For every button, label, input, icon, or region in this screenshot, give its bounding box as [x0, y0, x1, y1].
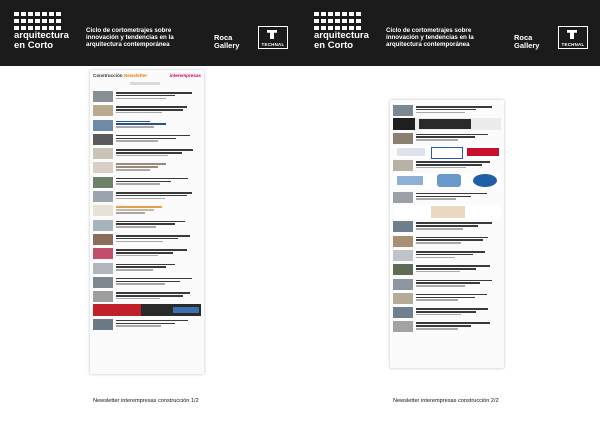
list-item — [393, 104, 501, 117]
item-thumbnail — [93, 263, 113, 274]
list-item — [393, 292, 501, 305]
newsletter-date-bar — [130, 82, 160, 85]
list-item — [393, 132, 501, 145]
item-thumbnail — [93, 205, 113, 216]
item-thumbnail — [93, 191, 113, 202]
technal-icon — [267, 30, 277, 39]
item-thumbnail — [93, 177, 113, 188]
logo-title — [314, 31, 369, 50]
list-item — [93, 204, 201, 217]
list-item — [93, 161, 201, 174]
arquitectura-en-corto-logo-grid — [14, 12, 62, 31]
item-thumbnail — [93, 148, 113, 159]
tagline: Ciclo de cortometrajes sobre innovación y tendencias en la arquitectura contemporánea — [386, 27, 474, 48]
gallery-line: Gallery — [214, 41, 240, 50]
list-item — [393, 249, 501, 262]
list-item — [93, 133, 201, 146]
list-item — [93, 262, 201, 275]
ad-banner — [393, 118, 501, 130]
item-thumbnail — [93, 277, 113, 288]
ad-banner — [393, 205, 501, 219]
item-thumbnail — [93, 120, 113, 131]
item-thumbnail — [93, 234, 113, 245]
item-thumbnail — [393, 192, 413, 203]
list-item — [93, 318, 201, 331]
list-item — [93, 276, 201, 289]
list-item — [393, 235, 501, 248]
list-item — [393, 191, 501, 204]
newsletter-title — [93, 73, 147, 78]
newsletter-title-main: Construcción — [93, 73, 123, 78]
item-thumbnail — [393, 160, 413, 171]
caption-page-1: Newsletter interempresas construcción 1/2 — [93, 398, 199, 404]
item-thumbnail — [393, 307, 413, 318]
item-thumbnail — [93, 105, 113, 116]
newsletter-items — [393, 104, 501, 335]
list-item — [393, 306, 501, 319]
logo-line-1: arquitectura — [314, 30, 369, 41]
list-item — [393, 278, 501, 291]
list-item — [393, 263, 501, 276]
item-thumbnail — [93, 319, 113, 330]
list-item — [93, 90, 201, 103]
ad-banner — [393, 173, 501, 189]
list-item — [93, 119, 201, 132]
item-thumbnail — [393, 279, 413, 290]
logo-line-1: arquitectura — [14, 30, 69, 41]
header-bar — [0, 0, 600, 66]
technal-logo — [558, 26, 588, 49]
header-block-right — [300, 0, 600, 66]
header-block-left — [0, 0, 300, 66]
item-thumbnail — [393, 236, 413, 247]
technal-label: TECHNAL — [261, 42, 285, 47]
item-thumbnail — [393, 250, 413, 261]
list-item — [93, 219, 201, 232]
list-item — [93, 176, 201, 189]
ad-banner — [393, 146, 501, 158]
item-thumbnail — [393, 133, 413, 144]
logo-line-2: en Corto — [314, 39, 354, 51]
item-thumbnail — [93, 162, 113, 173]
roca-line: Roca — [514, 33, 533, 42]
newsletter-items — [93, 90, 201, 332]
list-item — [393, 320, 501, 333]
item-thumbnail — [93, 248, 113, 259]
item-thumbnail — [93, 91, 113, 102]
list-item — [393, 220, 501, 233]
technal-icon — [567, 30, 577, 39]
technal-label: TECHNAL — [561, 42, 585, 47]
arquitectura-en-corto-logo-grid — [314, 12, 362, 31]
newsletter-title-accent: Newsletter — [123, 73, 148, 78]
list-item — [393, 159, 501, 172]
caption-page-2: Newsletter interempresas construcción 2/2 — [393, 398, 499, 404]
logo-title — [14, 31, 69, 50]
roca-line: Roca — [214, 33, 233, 42]
list-item — [93, 233, 201, 246]
item-thumbnail — [93, 220, 113, 231]
technal-logo — [258, 26, 288, 49]
item-thumbnail — [393, 293, 413, 304]
gallery-line: Gallery — [514, 41, 540, 50]
item-thumbnail — [393, 264, 413, 275]
newsletter-page-2 — [390, 100, 504, 368]
list-item — [93, 247, 201, 260]
item-thumbnail — [393, 221, 413, 232]
interempresas-logo: interempresas — [169, 73, 201, 78]
logo-line-2: en Corto — [14, 39, 54, 51]
tagline: Ciclo de cortometrajes sobre innovación y tendencias en la arquitectura contemporánea — [86, 27, 174, 48]
list-item — [93, 147, 201, 160]
item-thumbnail — [93, 134, 113, 145]
item-thumbnail — [393, 105, 413, 116]
list-item — [93, 104, 201, 117]
item-thumbnail — [93, 291, 113, 302]
list-item — [93, 190, 201, 203]
roca-gallery-logo — [514, 34, 539, 50]
newsletter-page-1 — [90, 70, 204, 374]
roca-gallery-logo — [214, 34, 239, 50]
ad-banner — [93, 304, 201, 316]
item-thumbnail — [393, 321, 413, 332]
list-item — [93, 290, 201, 303]
